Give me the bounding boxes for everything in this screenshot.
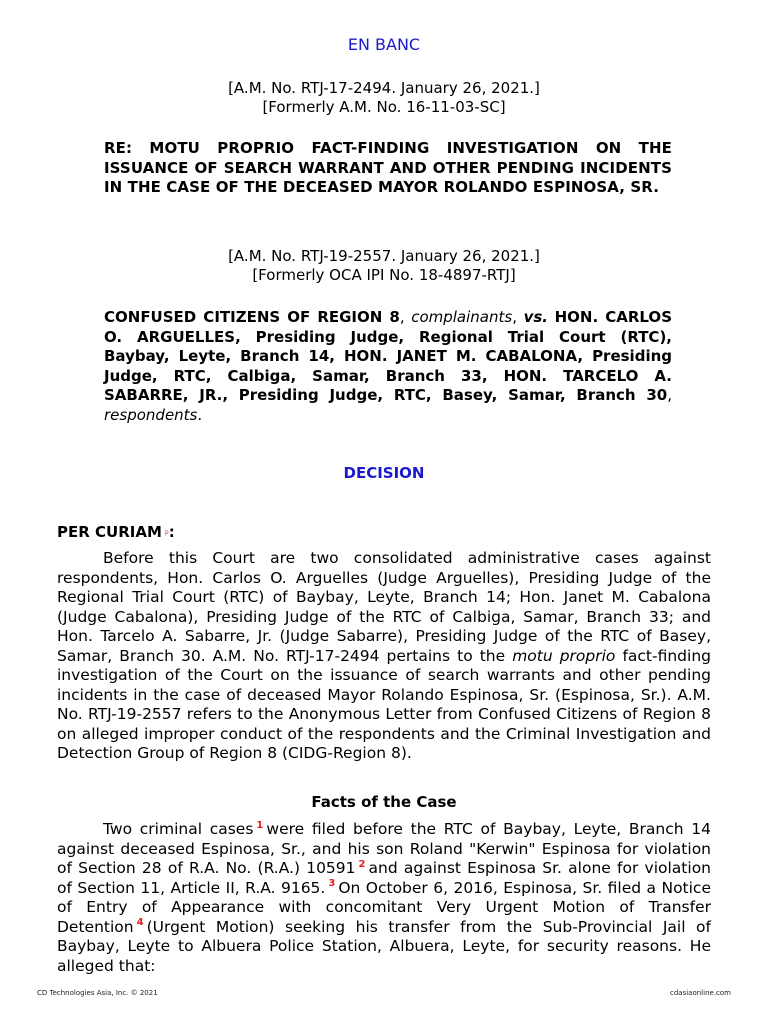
footer-copyright: CD Technologies Asia, Inc. © 2021 [37,989,158,997]
case-number-2 [0,247,768,285]
case-docket-line: [A.M. No. RTJ-17-2494. January 26, 2021.] [228,79,540,97]
case-title-1: RE: MOTU PROPRIO FACT-FINDING INVESTIGATION ON THE ISSUANCE OF SEARCH WARRANT AND OTHER PENDING INCIDENTS IN THE CASE OF THE DECEASED MAYOR ROLANDO ESPINOSA, SR. [104,139,672,196]
motu-proprio-italic: motu proprio [512,646,616,665]
case-parties-2: CONFUSED CITIZENS OF REGION 8, complainants, vs. HON. CARLOS O. ARGUELLES, Presiding Judge, Regional Trial Court (RTC), Baybay, Leyte, Branch 14, HON. JANET M. CABALONA, Presiding Judge, RTC, Calbiga, Samar, Branch 33, HON. TARCELO A. SABARRE, JR., Presiding Judge, RTC, Basey, Samar, Branch 30, respondents. [104,308,672,424]
footnote-link-2[interactable]: 2 [358,858,366,870]
versus-label: vs. [523,308,548,326]
case-formerly-line: [Formerly OCA IPI No. 18-4897-RTJ] [252,266,516,284]
complainants-name: CONFUSED CITIZENS OF REGION 8 [104,308,400,326]
footnote-link-1[interactable]: 1 [256,819,264,831]
respondents-role: respondents [104,405,198,424]
per-curiam-label [57,523,175,541]
facts-heading: Facts of the Case [311,793,457,811]
facts-paragraph: Two criminal cases $^1$ were filed before the RTC of Baybay, Leyte, Branch 14 against deceased Espinosa, Sr., and his son Roland "Kerwin" Espinosa for violation of Section 28 of R.A. No. (R.A.) 10591 $^2$ and against Espinosa Sr. alone for violation of Section 11, Article II, R.A. 9165. $^3$ On October 6, 2016, Espinosa, Sr. filed a Notice of Entry of Appearance with concomitant Very Urgent Motion of Transfer Detention $^4$ (Urgent Motion) seeking his transfer from the Sub-Provincial Jail of Baybay, Leyte to Albuera Police Station, Albuera, Leyte, for security reasons. He alleged that: [57,819,712,975]
footnote-link-3[interactable]: 3 [328,878,336,890]
footer-website: cdasiaonline.com [670,989,731,997]
per-curiam-colon: : [168,523,175,541]
per-curiam-text: PER CURIAM [57,523,162,541]
respondents-names: HON. CARLOS O. ARGUELLES, Presiding Judge, Regional Trial Court (RTC), Baybay, Leyte, Branch 14, HON. JANET M. CABALONA, Presiding Judge, RTC, Calbiga, Samar, Branch 33, HON. TARCELO A. SABARRE, JR., Presiding Judge, RTC, Basey, Samar, Branch 30 [104,308,672,404]
per-curiam-mark: p [164,529,169,536]
case-docket-line: [A.M. No. RTJ-19-2557. January 26, 2021.] [228,247,540,265]
case-number-1 [0,79,768,117]
decision-heading: DECISION [343,464,425,482]
complainants-role: complainants [411,308,513,326]
footnote-link-4[interactable]: 4 [136,917,144,929]
en-banc-heading: EN BANC [347,35,421,54]
intro-paragraph: Before this Court are two consolidated administrative cases against respondents, Hon. Carlos O. Arguelles (Judge Arguelles), Presiding Judge of the Regional Trial Court (RTC) of Baybay, Leyte, Branch 14; Hon. Janet M. Cabalona (Judge Cabalona), Presiding Judge of the RTC of Calbiga, Samar, Branch 33; and Hon. Tarcelo A. Sabarre, Jr. (Judge Sabarre), Presiding Judge of the RTC of Basey, Samar, Branch 30. A.M. No. RTJ-17-2494 pertains to the motu proprio fact-finding investigation of the Court on the issuance of search warrants and other pending incidents in the case of deceased Mayor Rolando Espinosa, Sr. (Espinosa, Sr.). A.M. No. RTJ-19-2557 refers to the Anonymous Letter from Confused Citizens of Region 8 on alleged improper conduct of the respondents and the Criminal Investigation and Detection Group of Region 8 (CIDG-Region 8). [57,549,711,762]
case-formerly-line: [Formerly A.M. No. 16-11-03-SC] [262,98,506,116]
